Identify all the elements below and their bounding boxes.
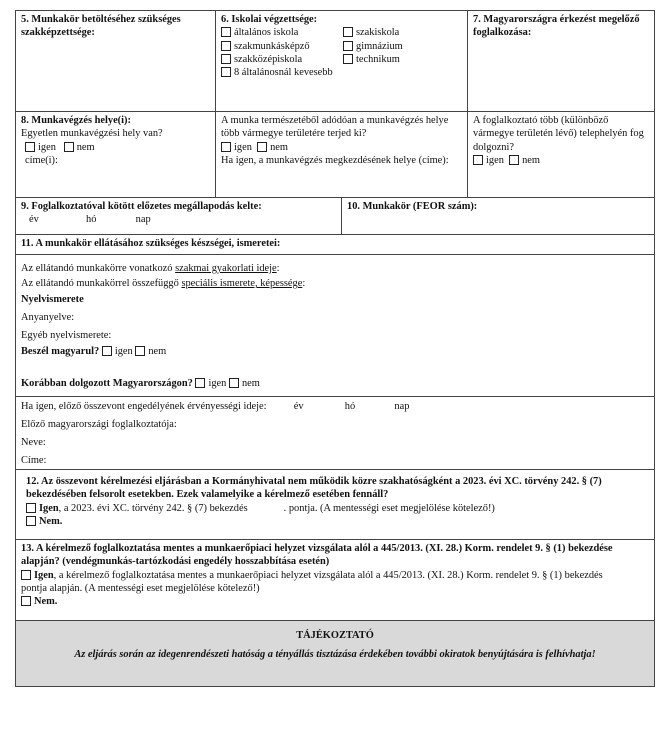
previous-permit-cell xyxy=(15,396,655,470)
section-13-cell xyxy=(15,539,655,621)
qualification-title: 5. Munkakör betöltéséhez szükséges szakképzettsége: xyxy=(21,14,181,39)
worked-in-hungary-question: Korábban dolgozott Magyarországon? xyxy=(21,378,193,389)
education-title: 6. Iskolai végzettsége: xyxy=(221,14,318,25)
yes-option[interactable]: igen xyxy=(473,154,504,167)
previous-occupation-cell xyxy=(467,10,655,112)
workplace-title: 8. Munkavégzés helye(i): xyxy=(21,115,131,126)
school-option[interactable]: általános iskola xyxy=(221,26,343,39)
checkbox[interactable] xyxy=(135,346,145,356)
feor-title: 10. Munkakör (FEOR szám): xyxy=(347,201,478,212)
school-option[interactable]: szakmunkásképző xyxy=(221,40,343,53)
multi-county-question: A munka természetéből adódóan a munkavégzés helye több vármegye területére terjed ki? xyxy=(221,115,449,140)
info-title: TÁJÉKOZTATÓ xyxy=(296,630,374,641)
section-12-cell xyxy=(15,469,655,540)
day-label: nap xyxy=(135,214,151,226)
workplace-cell xyxy=(15,111,216,198)
special-skills-line: Az ellátandó munkakörrel összefüggő speciális ismerete, képessége: xyxy=(21,278,306,289)
multi-county-cell xyxy=(215,111,468,198)
employer-address-label: Címe: xyxy=(21,455,47,466)
school-option[interactable]: 8 általánosnál kevesebb xyxy=(221,66,462,79)
checkbox[interactable] xyxy=(21,570,31,580)
previous-permit-line: Ha igen, előző összevont engedélyének érvényességi ideje: év hó nap xyxy=(21,401,410,412)
school-option[interactable]: technikum xyxy=(343,53,403,66)
previous-occupation-title: 7. Magyarországra érkezést megelőző foglalkozása: xyxy=(473,14,640,39)
yes-option[interactable]: igen xyxy=(195,377,226,390)
single-workplace-question: Egyetlen munkavégzési hely van? xyxy=(21,128,163,140)
checkbox[interactable] xyxy=(221,142,231,152)
checkbox[interactable] xyxy=(257,142,267,152)
yes-option[interactable]: igen xyxy=(102,345,133,358)
day-label: nap xyxy=(394,401,410,412)
section-13-yes-text: Igen, a kérelmező foglalkoztatása mentes a munkaerőpiaci helyzet vizsgálata alól a 445/2013. (XI. 28.) Korm. rendelet 9. § (1) bekezdéspontja alapján. (A mentességi eset megjelölése kötelező!) xyxy=(21,569,603,594)
no-option[interactable]: nem xyxy=(257,141,288,154)
school-option[interactable]: szakközépiskola xyxy=(221,53,343,66)
checkbox[interactable] xyxy=(25,142,35,152)
practice-line: Az ellátandó munkakörre vonatkozó szakmai gyakorlati ideje: xyxy=(21,263,280,274)
feor-cell xyxy=(341,197,655,235)
checkbox[interactable] xyxy=(221,41,231,51)
worked-in-hungary-row xyxy=(21,377,260,390)
qualification-cell xyxy=(15,10,216,112)
section-12-no-row: Nem. xyxy=(26,515,649,528)
no-option[interactable]: nem xyxy=(509,154,540,167)
other-language-label: Egyéb nyelvismerete: xyxy=(21,330,112,341)
info-cell xyxy=(15,620,655,687)
month-label: hó xyxy=(86,214,97,226)
info-text: Az eljárás során az idegenrendészeti hatóság a tényállás tisztázása érdekében további okiratok benyújtására is felhívhatja! xyxy=(74,649,596,661)
no-option[interactable]: nem xyxy=(64,141,95,154)
checkbox[interactable] xyxy=(343,54,353,64)
year-label: év xyxy=(293,401,304,412)
skills-body-cell xyxy=(15,254,655,397)
checkbox[interactable] xyxy=(221,54,231,64)
year-label: év xyxy=(29,214,39,226)
multi-site-question: A foglalkoztató több (különböző vármegye területén lévő) telephelyén fog dolgozni? xyxy=(473,115,644,153)
checkbox[interactable] xyxy=(26,516,36,526)
checkbox[interactable] xyxy=(26,503,36,513)
previous-employer-label: Előző magyarországi foglalkoztatója: xyxy=(21,419,177,430)
skills-header-cell xyxy=(15,234,655,255)
checkbox[interactable] xyxy=(102,346,112,356)
yes-option[interactable]: igen xyxy=(25,141,56,154)
section-13-title: 13. A kérelmező foglalkoztatása mentes a munkaerőpiaci helyzet vizsgálata alól a 445/2013. (XI. 28.) Korm. rendelet 9. § (1) bekezdése alapján? (vendégmunkás-tartózkodási engedély hosszabbítása esetén) xyxy=(21,543,613,568)
section-12-title: 12. Az összevont kérelmezési eljárásban a Kormányhivatal nem működik közre szakhatóságként a 2023. évi XC. törvény 242. § (7) bekezdésében felsorolt esetekben. Ezek valamelyike a kérelmező esetében fennáll? xyxy=(26,476,602,501)
section-13-no-row: Nem. xyxy=(21,595,649,608)
no-option[interactable]: nem xyxy=(229,377,260,390)
speaks-hungarian-row xyxy=(21,345,166,358)
school-option[interactable]: gimnázium xyxy=(343,40,403,53)
agreement-date-cell xyxy=(15,197,342,235)
checkbox[interactable] xyxy=(343,27,353,37)
multi-site-cell xyxy=(467,111,655,198)
section-12-yes-row: Igen, a 2023. évi XC. törvény 242. § (7) bekezdés . pontja. (A mentességi eset megjelölése kötelező!) xyxy=(26,502,649,515)
checkbox[interactable] xyxy=(221,27,231,37)
yes-option[interactable]: igen xyxy=(221,141,252,154)
checkbox[interactable] xyxy=(473,155,483,165)
speaks-hungarian-question: Beszél magyarul? xyxy=(21,346,100,357)
agreement-date-title: 9. Foglalkoztatóval kötött előzetes megállapodás kelte: xyxy=(21,201,262,212)
language-title: Nyelvismerete xyxy=(21,294,84,305)
education-cell xyxy=(215,10,468,112)
checkbox[interactable] xyxy=(64,142,74,152)
skills-title: 11. A munkakör ellátásához szükséges készségei, ismeretei: xyxy=(21,238,281,249)
checkbox[interactable] xyxy=(509,155,519,165)
school-option[interactable]: szakiskola xyxy=(343,26,403,39)
checkbox[interactable] xyxy=(343,41,353,51)
start-location-label: Ha igen, a munkavégzés megkezdésének helye (címe): xyxy=(221,154,449,166)
no-option[interactable]: nem xyxy=(135,345,166,358)
checkbox[interactable] xyxy=(195,378,205,388)
mother-tongue-label: Anyanyelve: xyxy=(21,312,75,323)
address-label: címe(i): xyxy=(25,154,58,166)
checkbox[interactable] xyxy=(229,378,239,388)
checkbox[interactable] xyxy=(21,596,31,606)
checkbox[interactable] xyxy=(221,67,231,77)
month-label: hó xyxy=(344,401,356,412)
employer-name-label: Neve: xyxy=(21,437,46,448)
